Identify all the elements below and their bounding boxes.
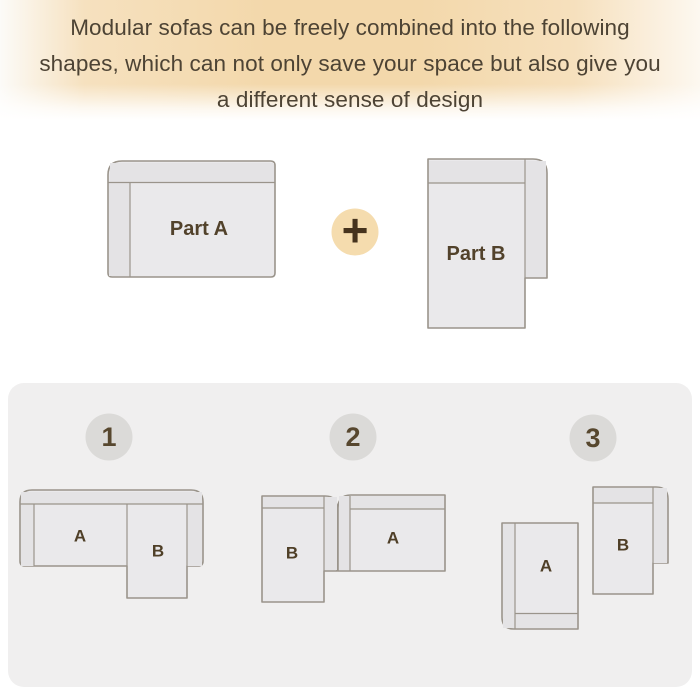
combo-2-part-a-backrest (350, 496, 444, 509)
part-a-backrest (110, 163, 274, 182)
combo-3-part-a-backrest (515, 614, 577, 628)
combo-1-label-b: B (151, 541, 165, 561)
combo-1-armrest-right (187, 504, 202, 566)
plus-icon: + (341, 204, 369, 256)
part-a-label: Part A (169, 218, 229, 240)
combo-2-part-a-armrest (339, 496, 350, 570)
combo-2-label-b: B (285, 543, 299, 563)
headline-line-2: shapes, which can not only save your space but also give you (39, 51, 661, 76)
part-a-sofa (108, 161, 275, 277)
plus-badge (332, 204, 379, 256)
combo-1-armrest-left (21, 504, 34, 566)
combo-2-part-b-armrest (324, 497, 337, 570)
part-b-armrest (525, 161, 546, 277)
part-b-sofa (428, 159, 547, 328)
combo-3-label-b: B (616, 535, 630, 555)
combo-2-part-b-backrest (263, 497, 324, 508)
headline-line-3: a different sense of design (216, 87, 484, 112)
combo-1-number: 1 (101, 422, 117, 452)
headline-line-1: Modular sofas can be freely combined into the following (70, 15, 630, 40)
combo-2-number: 2 (345, 422, 361, 452)
part-b-backrest (429, 161, 525, 183)
combo-3-label-a: A (539, 556, 553, 576)
combo-3-part-b-backrest (594, 488, 653, 503)
combo-3-number: 3 (585, 423, 601, 453)
part-a-armrest (109, 182, 130, 276)
combo-2-label-a: A (386, 528, 400, 548)
part-b-label: Part B (446, 243, 506, 265)
combo-3-part-b-armrest (653, 488, 667, 563)
combo-3-part-a-armrest (503, 524, 515, 628)
combo-1-backrest (21, 492, 202, 504)
combo-1-label-a: A (73, 526, 87, 546)
